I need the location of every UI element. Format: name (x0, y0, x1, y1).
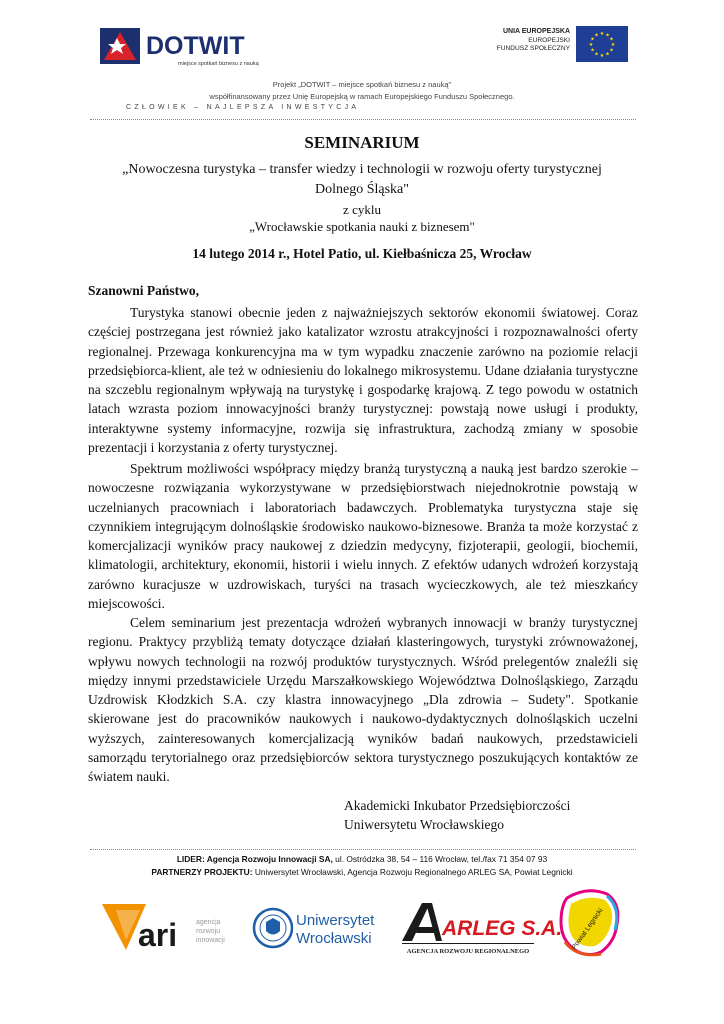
powiat-logo-name: Powiat Legnicki (570, 907, 605, 952)
svg-text:★: ★ (594, 51, 599, 58)
uwr-logo (252, 905, 382, 951)
ari-logo-sub1: agencja (196, 919, 221, 926)
arleg-logo (398, 897, 563, 957)
footer-partners (0, 867, 724, 877)
paragraph-3: Celem seminarium jest prezentacja wdrożeń wybranych innowacji w branży turystycznej regionu. Praktycy przybliżą tematy dotyczące działań klasteringowych, turystyki zrównoważonej, wpływu nowych technologii na rozwój produktów turystycznych. Wśród prelegentów znaleźli się między innymi przedstawiciele Urzędu Marszałkowskiego Województwa Dolnośląskiego, Zarządu Uzdrowisk Kłodzkich S.A. czy klastra innowacyjnego „Dla zdrowia – Sudety". Spotkanie skierowane jest do pracowników naukowych i naukowo-dydaktycznych dolnośląskich uczelni wyższych, zainteresowanych komercjalizacją wyników badań naukowych, przedstawicieli samorządu terytorialnego oraz przedsiębiorców sektora turystycznego poszukujących kontaktów ze światem nauki. (88, 615, 638, 785)
svg-text:★: ★ (609, 47, 614, 54)
eu-logo (478, 26, 628, 64)
paragraph-2: Spektrum możliwości współpracy między branżą turystyczną a nauką jest bardzo szerokie – nowoczesne rozwiązania wykorzystywane w przedsiębiorstwach niejednokrotnie powstają w uczelnianych pracowniach i laboratoriach badawczych. Problematyka turystyczna staje się czynnikiem integrującym dolnośląskie środowisko naukowo-biznesowe. Branża ta może korzystać z komercjalizacji wyników pracy naukowej z dziedzin medycyny, fizjoterapii, geologii, biochemii, klimatologii, architektury, ekonomii, historii i wielu innych. Z efektów udanych wdrożeń korzystają zarówno kuracjusze w uzdrowiskach, turyści na trasach wycieczkowych, ale też mieszkańcy miejscowości. (88, 461, 638, 612)
motto: CZŁOWIEK – NAJLEPSZA INWESTYCJA (126, 104, 360, 111)
leader-text: ul. Ostródzka 38, 54 – 116 Wrocław, tel./fax 71 354 07 93 (332, 854, 548, 864)
page-title: SEMINARIUM (304, 133, 420, 152)
eu-logo-line3: FUNDUSZ SPOŁECZNY (496, 45, 570, 53)
powiat-legnicki-logo (557, 884, 623, 964)
svg-text:★: ★ (599, 31, 605, 37)
header-divider (90, 119, 636, 120)
svg-text:★: ★ (590, 36, 595, 43)
leader-label: LIDER: Agencja Rozwoju Innowacji SA, (176, 854, 333, 864)
eu-logo-line2: EUROPEJSKI (528, 36, 570, 44)
ari-logo (102, 900, 232, 952)
svg-text:★: ★ (605, 32, 610, 39)
eu-flag-icon (576, 26, 628, 62)
footer-divider (90, 849, 636, 850)
partners-label: PARTNERZY PROJEKTU: (151, 867, 253, 877)
svg-text:★: ★ (610, 42, 616, 48)
svg-text:★: ★ (588, 42, 594, 48)
dotwit-logo-name: DOTWIT (146, 32, 245, 60)
event-date-location: 14 lutego 2014 r., Hotel Patio, ul. Kiełbaśnicza 25, Wrocław (192, 246, 532, 261)
signature-line-1: Akademicki Inkubator Przedsiębiorczości (344, 798, 571, 813)
svg-text:★: ★ (609, 36, 614, 43)
partners-text: Uniwersytet Wrocławski, Agencja Rozwoju Regionalnego ARLEG SA, Powiat Legnicki (252, 867, 573, 877)
svg-text:★: ★ (590, 47, 595, 54)
dotwit-logo (100, 22, 280, 70)
greeting: Szanowni Państwo, (88, 283, 200, 298)
ari-logo-sub3: innowacji (196, 937, 225, 944)
cycle-label: z cyklu (343, 202, 381, 217)
subtitle-line-1: „Nowoczesna turystyka – transfer wiedzy i technologii w rozwoju oferty turystycznej (122, 162, 602, 177)
project-line-2: współfinansowany przez Unię Europejską w ramach Europejskiego Funduszu Społecznego. (209, 92, 515, 101)
dotwit-logo-tagline: miejsce spotkań biznesu z nauką (178, 61, 259, 67)
ari-logo-sub2: rozwoju (196, 928, 221, 935)
series-name: „Wrocławskie spotkania nauki z biznesem" (249, 219, 475, 234)
svg-text:★: ★ (599, 53, 605, 59)
svg-text:★: ★ (594, 32, 599, 39)
paragraph-1: Turystyka stanowi obecnie jeden z najważniejszych sektorów ekonomii światowej. Coraz częściej postrzegana jest również jako katalizator wzrostu atrakcyjności i rozpoznawalności oferty regionalnej. Przewaga konkurencyjna ma w tym wypadku znaczenie zarówno na poziomie relacji przedsiębiorca-klient, ale też w odniesieniu do lokalnego mikrosystemu. Udane działania turystyczne na szczeblu regionalnym wpływają na turystykę i gospodarkę krajową. Z tego powodu w ostatnich latach wzrasta poziom innowacyjności branży turystycznej: powstają nowe usługi i produkty, interaktywne systemy informacyjne, rozwija się infrastruktura, zachodzą zmiany w sposobie prezentacji i korzystania z oferty turystycznej. (88, 305, 638, 456)
subtitle-line-2: Dolnego Śląska" (315, 182, 409, 197)
project-line-1: Projekt „DOTWIT – miejsce spotkań biznesu z nauką" (272, 80, 452, 89)
arleg-logo-sub: AGENCJA ROZWOJU REGIONALNEGO (406, 948, 530, 955)
uwr-logo-line1: Uniwersytet (296, 912, 375, 929)
arleg-logo-name: ARLEG S.A. (442, 917, 563, 940)
eu-logo-line1: UNIA EUROPEJSKA (502, 28, 570, 35)
uwr-logo-line2: Wrocławski (296, 930, 372, 947)
footer-leader (0, 854, 724, 864)
signature-line-2: Uniwersytetu Wrocławskiego (344, 817, 505, 832)
ari-logo-name: ari (138, 917, 178, 953)
svg-text:★: ★ (605, 51, 610, 58)
